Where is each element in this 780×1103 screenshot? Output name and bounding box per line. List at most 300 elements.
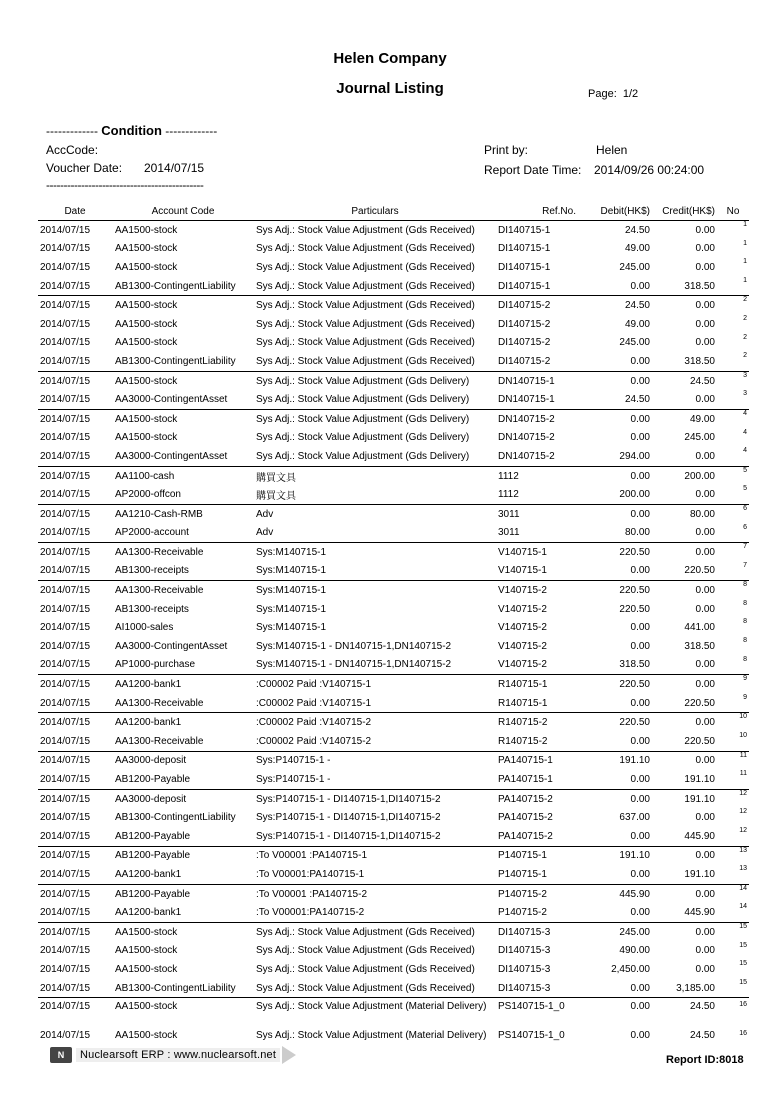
table-row: [38, 694, 749, 713]
table-row: [38, 371, 749, 390]
table-row: [38, 884, 749, 903]
particulars-cell: Sys Adj.: Stock Value Adjustment (Gds Received): [256, 945, 475, 957]
page-label: Page:: [588, 88, 617, 100]
credit-cell: 0.00: [652, 296, 717, 315]
page-value: 1/2: [622, 88, 639, 100]
credit-cell: 318.50: [684, 280, 715, 292]
report-title: Journal Listing: [336, 80, 444, 97]
particulars-cell: :To V00001 :PA140715-1: [254, 846, 496, 865]
particulars-cell: :C00002 Paid :V140715-2: [256, 735, 372, 747]
no-cell: 1: [743, 258, 747, 266]
ref-no-cell: P140715-1: [496, 846, 578, 865]
report-id: Report ID:8018: [666, 1054, 744, 1066]
account-code-cell: AA1200-bank1: [112, 675, 254, 694]
debit-cell: 0.00: [630, 280, 650, 292]
particulars-cell: Sys Adj.: Stock Value Adjustment (Gds Delivery): [254, 409, 496, 428]
table-row: [38, 581, 749, 600]
account-code-cell: AB1300-receipts: [115, 603, 189, 615]
no-cell: 2: [717, 296, 749, 315]
account-code-cell: AA1100-cash: [112, 466, 254, 485]
debit-cell: 0.00: [578, 504, 652, 523]
ref-no-cell: 3011: [498, 527, 520, 539]
credit-cell: 24.50: [652, 998, 717, 1028]
account-code-cell: AP2000-offcon: [115, 489, 181, 501]
print-by-value: Helen: [596, 143, 628, 157]
account-code-cell: AA1500-stock: [115, 432, 178, 444]
ref-no-cell: DI140715-3: [498, 982, 551, 994]
no-cell: 2: [743, 314, 747, 322]
ref-no-cell: V140715-2: [496, 581, 578, 600]
table-row: [38, 485, 749, 504]
account-code-cell: AA1500-stock: [112, 221, 254, 240]
date-cell: 2014/07/15: [40, 868, 91, 880]
account-code-cell: AA3000-ContingentAsset: [115, 394, 228, 406]
ref-no-cell: V140715-2: [498, 640, 547, 652]
table-row: [38, 562, 749, 581]
footer-logo: [50, 1046, 296, 1064]
debit-cell: 200.00: [619, 489, 650, 501]
debit-cell: 0.00: [630, 982, 650, 994]
particulars-cell: Sys:P140715-1 - DI140715-1,DI140715-2: [256, 812, 441, 824]
debit-cell: 191.10: [578, 846, 652, 865]
ref-no-cell: PA140715-2: [498, 830, 553, 842]
date-cell: 2014/07/15: [38, 371, 112, 390]
credit-cell: 0.00: [695, 337, 715, 349]
credit-cell: 191.10: [684, 868, 715, 880]
ref-no-cell: V140715-2: [498, 622, 547, 634]
header-col-no: No: [717, 203, 749, 221]
credit-cell: 0.00: [695, 603, 715, 615]
no-cell: 8: [743, 599, 747, 607]
date-cell: 2014/07/15: [40, 527, 91, 539]
no-cell: 6: [717, 504, 749, 523]
debit-cell: 0.00: [630, 697, 650, 709]
credit-cell: 318.50: [684, 640, 715, 652]
ref-no-cell: DI140715-1: [498, 243, 551, 255]
condition-heading-text: Condition: [101, 123, 162, 138]
ref-no-cell: PA140715-2: [496, 789, 578, 808]
account-code-cell: AA1500-stock: [115, 337, 178, 349]
table-row: [38, 827, 749, 846]
debit-cell: 0.00: [630, 565, 650, 577]
debit-cell: 49.00: [624, 243, 650, 255]
date-cell: 2014/07/15: [38, 296, 112, 315]
date-cell: 2014/07/15: [38, 713, 112, 732]
particulars-cell: Sys Adj.: Stock Value Adjustment (Material Delivery): [254, 998, 496, 1028]
credit-cell: 24.50: [689, 1030, 715, 1042]
particulars-cell: Sys Adj.: Stock Value Adjustment (Gds Received): [254, 296, 496, 315]
no-cell: 14: [739, 903, 747, 911]
table-row: [38, 315, 749, 334]
credit-cell: 220.50: [684, 565, 715, 577]
particulars-cell: Sys:M140715-1 - DN140715-1,DN140715-2: [256, 659, 452, 671]
table-row: [38, 258, 749, 277]
ref-no-cell: PS140715-1_0: [496, 998, 578, 1028]
account-code-cell: AB1300-ContingentLiability: [115, 982, 236, 994]
ref-no-cell: DI140715-1: [498, 261, 551, 273]
date-cell: 2014/07/15: [38, 504, 112, 523]
ref-no-cell: PA140715-1: [496, 751, 578, 770]
ref-no-cell: V140715-2: [498, 659, 547, 671]
date-cell: 2014/07/15: [40, 640, 91, 652]
table-row: [38, 998, 749, 1028]
no-cell: 10: [717, 713, 749, 732]
credit-cell: 0.00: [695, 489, 715, 501]
table-row: [38, 922, 749, 941]
header-col-credit: Credit(HK$): [652, 203, 717, 221]
debit-cell: 24.50: [578, 221, 652, 240]
credit-cell: 445.90: [684, 830, 715, 842]
debit-cell: 80.00: [624, 527, 650, 539]
account-code-cell: AB1200-Payable: [115, 830, 191, 842]
table-row: [38, 221, 749, 240]
date-cell: 2014/07/15: [40, 1030, 91, 1042]
header-col-date: Date: [38, 203, 112, 221]
account-code-cell: AA1300-Receivable: [115, 735, 204, 747]
particulars-cell: Sys:M140715-1: [254, 543, 496, 562]
date-cell: 2014/07/15: [40, 963, 91, 975]
debit-cell: 2,450.00: [611, 963, 650, 975]
particulars-cell: Sys:M140715-1: [256, 622, 327, 634]
particulars-cell: 購買文具: [254, 466, 496, 485]
particulars-cell: Adv: [254, 504, 496, 523]
particulars-cell: :C00002 Paid :V140715-1: [254, 675, 496, 694]
account-code-cell: AA3000-ContingentAsset: [115, 640, 228, 652]
no-cell: 12: [739, 827, 747, 834]
no-cell: 15: [739, 960, 747, 968]
debit-cell: 245.00: [578, 922, 652, 941]
date-cell: 2014/07/15: [38, 409, 112, 428]
debit-cell: 220.50: [578, 543, 652, 562]
debit-cell: 220.50: [578, 675, 652, 694]
table-row: [38, 543, 749, 562]
particulars-cell: Sys Adj.: Stock Value Adjustment (Gds Received): [256, 261, 475, 273]
arrow-icon: [282, 1046, 296, 1064]
no-cell: 11: [739, 770, 747, 778]
report-time-value: 2014/09/26 00:24:00: [594, 163, 705, 177]
table-row: [38, 808, 749, 827]
credit-cell: 0.00: [695, 945, 715, 957]
account-code-cell: AA1500-stock: [112, 922, 254, 941]
debit-cell: 0.00: [630, 640, 650, 652]
debit-cell: 0.00: [630, 355, 650, 367]
particulars-cell: Sys Adj.: Stock Value Adjustment (Gds Received): [256, 337, 475, 349]
account-code-cell: AA1500-stock: [112, 371, 254, 390]
no-cell: 8: [743, 618, 747, 626]
particulars-cell: Sys Adj.: Stock Value Adjustment (Gds Received): [256, 982, 475, 994]
date-cell: 2014/07/15: [40, 394, 91, 406]
account-code-cell: AA1200-bank1: [115, 868, 182, 880]
debit-cell: 0.00: [578, 466, 652, 485]
table-row: [38, 770, 749, 789]
ref-no-cell: DN140715-2: [498, 432, 555, 444]
credit-cell: 220.50: [684, 735, 715, 747]
no-cell: 14: [717, 884, 749, 903]
particulars-cell: Sys:P140715-1 - DI140715-1,DI140715-2: [256, 830, 441, 842]
credit-cell: 0.00: [695, 527, 715, 539]
no-cell: 12: [717, 789, 749, 808]
header-col-debit: Debit(HK$): [578, 203, 652, 221]
date-cell: 2014/07/15: [40, 830, 91, 842]
particulars-cell: 購買文具: [256, 491, 296, 503]
particulars-cell: :C00002 Paid :V140715-2: [254, 713, 496, 732]
debit-cell: 490.00: [619, 945, 650, 957]
account-code-cell: AA1500-stock: [115, 261, 178, 273]
date-cell: 2014/07/15: [38, 751, 112, 770]
no-cell: 13: [717, 846, 749, 865]
debit-cell: 0.00: [578, 409, 652, 428]
table-row: [38, 732, 749, 751]
debit-cell: 0.00: [630, 907, 650, 919]
page-indicator: [588, 88, 638, 100]
ref-no-cell: DN140715-1: [498, 394, 555, 406]
condition-heading-suffix: -------------: [165, 124, 218, 138]
table-row: [38, 240, 749, 259]
ref-no-cell: DI140715-3: [498, 945, 551, 957]
particulars-cell: Sys Adj.: Stock Value Adjustment (Gds Received): [256, 243, 475, 255]
debit-cell: 245.00: [619, 337, 650, 349]
no-cell: 5: [743, 485, 747, 493]
date-cell: 2014/07/15: [40, 697, 91, 709]
acccode-label: AccCode:: [46, 143, 99, 157]
debit-cell: 294.00: [619, 450, 650, 462]
account-code-cell: AA1500-stock: [112, 998, 254, 1028]
date-cell: 2014/07/15: [40, 489, 91, 501]
credit-cell: 0.00: [652, 846, 717, 865]
ref-no-cell: P140715-1: [498, 868, 547, 880]
no-cell: 15: [739, 978, 747, 986]
ref-no-cell: PA140715-2: [498, 812, 553, 824]
logo-icon: N: [50, 1047, 72, 1063]
particulars-cell: Sys Adj.: Stock Value Adjustment (Gds Delivery): [256, 450, 470, 462]
account-code-cell: AB1200-Payable: [115, 774, 191, 786]
ref-no-cell: DI140715-2: [498, 318, 551, 330]
debit-cell: 24.50: [624, 394, 650, 406]
date-cell: 2014/07/15: [40, 945, 91, 957]
table-row: [38, 409, 749, 428]
debit-cell: 0.00: [630, 1030, 650, 1042]
ref-no-cell: DN140715-2: [496, 409, 578, 428]
company-name: Helen Company: [333, 50, 447, 67]
account-code-cell: AB1300-ContingentLiability: [115, 355, 236, 367]
ref-no-cell: 1112: [496, 466, 578, 485]
account-code-cell: AA1300-Receivable: [112, 581, 254, 600]
debit-cell: 318.50: [619, 659, 650, 671]
credit-cell: 445.90: [684, 907, 715, 919]
account-code-cell: AB1200-Payable: [112, 846, 254, 865]
no-cell: 16: [717, 998, 749, 1028]
date-cell: 2014/07/15: [40, 243, 91, 255]
account-code-cell: AA1210-Cash-RMB: [112, 504, 254, 523]
table-row: [38, 942, 749, 961]
date-cell: 2014/07/15: [40, 450, 91, 462]
no-cell: 4: [743, 447, 747, 455]
particulars-cell: Sys Adj.: Stock Value Adjustment (Gds Received): [256, 318, 475, 330]
no-cell: 2: [743, 352, 747, 360]
date-cell: 2014/07/15: [38, 884, 112, 903]
particulars-cell: Sys Adj.: Stock Value Adjustment (Material Delivery): [256, 1030, 487, 1042]
table-row: [38, 846, 749, 865]
credit-cell: 200.00: [652, 466, 717, 485]
account-code-cell: AA3000-deposit: [112, 789, 254, 808]
debit-cell: 0.00: [630, 622, 650, 634]
condition-heading: [46, 123, 217, 138]
header-col-account-code: Account Code: [112, 203, 254, 221]
ref-no-cell: DI140715-2: [498, 355, 551, 367]
account-code-cell: AA1300-Receivable: [115, 697, 204, 709]
no-cell: 11: [717, 751, 749, 770]
header-col-ref-no: Ref.No.: [496, 203, 578, 221]
table-row: [38, 979, 749, 998]
no-cell: 1: [743, 276, 747, 284]
credit-cell: 0.00: [652, 922, 717, 941]
particulars-cell: Sys:M140715-1: [256, 603, 327, 615]
table-header-row: [38, 203, 749, 221]
credit-cell: 0.00: [695, 450, 715, 462]
credit-cell: 3,185.00: [676, 982, 715, 994]
date-cell: 2014/07/15: [40, 812, 91, 824]
ref-no-cell: V140715-1: [498, 565, 547, 577]
table-row: [38, 713, 749, 732]
credit-cell: 0.00: [695, 318, 715, 330]
particulars-cell: :C00002 Paid :V140715-1: [256, 697, 372, 709]
particulars-cell: Sys Adj.: Stock Value Adjustment (Gds Received): [256, 280, 475, 292]
ref-no-cell: DI140715-1: [498, 280, 551, 292]
ref-no-cell: DN140715-1: [496, 371, 578, 390]
table-row: [38, 504, 749, 523]
credit-cell: 0.00: [695, 261, 715, 273]
debit-cell: 0.00: [630, 774, 650, 786]
report-time-label: Report Date Time:: [484, 163, 582, 177]
table-row: [38, 466, 749, 485]
credit-cell: 0.00: [695, 659, 715, 671]
debit-cell: 24.50: [578, 296, 652, 315]
particulars-cell: Sys Adj.: Stock Value Adjustment (Gds Delivery): [256, 394, 470, 406]
credit-cell: 0.00: [652, 543, 717, 562]
particulars-cell: Sys Adj.: Stock Value Adjustment (Gds Received): [254, 221, 496, 240]
no-cell: 9: [717, 675, 749, 694]
date-cell: 2014/07/15: [40, 622, 91, 634]
date-cell: 2014/07/15: [40, 432, 91, 444]
no-cell: 8: [743, 637, 747, 645]
date-cell: 2014/07/15: [40, 280, 91, 292]
debit-cell: 0.00: [578, 371, 652, 390]
header-col-particulars: Particulars: [254, 203, 496, 221]
condition-divider: ---------------------------------------------: [46, 178, 204, 192]
no-cell: 15: [717, 922, 749, 941]
table-row: [38, 751, 749, 770]
logo-text: Nuclearsoft ERP : www.nuclearsoft.net: [76, 1048, 280, 1062]
condition-heading-prefix: -------------: [46, 124, 98, 138]
table-row: [38, 675, 749, 694]
account-code-cell: AA1500-stock: [112, 409, 254, 428]
date-cell: 2014/07/15: [40, 982, 91, 994]
print-by-label: Print by:: [484, 143, 529, 157]
account-code-cell: AA1200-bank1: [115, 907, 182, 919]
voucher-date-value: 2014/07/15: [144, 161, 205, 175]
credit-cell: 24.50: [652, 371, 717, 390]
credit-cell: 0.00: [652, 581, 717, 600]
credit-cell: 0.00: [695, 394, 715, 406]
table-row: [38, 600, 749, 619]
table-row: [38, 865, 749, 884]
no-cell: 6: [743, 523, 747, 531]
debit-cell: 245.00: [619, 261, 650, 273]
no-cell: 4: [743, 428, 747, 436]
debit-cell: 637.00: [619, 812, 650, 824]
account-code-cell: AP2000-account: [115, 527, 189, 539]
ref-no-cell: DI140715-1: [496, 221, 578, 240]
particulars-cell: Sys Adj.: Stock Value Adjustment (Gds Received): [256, 355, 475, 367]
no-cell: 2: [743, 333, 747, 341]
account-code-cell: AA1500-stock: [115, 243, 178, 255]
credit-cell: 220.50: [684, 697, 715, 709]
no-cell: 8: [717, 581, 749, 600]
date-cell: 2014/07/15: [38, 846, 112, 865]
debit-cell: 0.00: [630, 735, 650, 747]
ref-no-cell: 3011: [496, 504, 578, 523]
particulars-cell: Adv: [256, 527, 274, 539]
debit-cell: 220.50: [578, 581, 652, 600]
account-code-cell: AB1300-ContingentLiability: [115, 280, 236, 292]
table-row: [38, 296, 749, 315]
debit-cell: 49.00: [624, 318, 650, 330]
particulars-cell: :To V00001:PA140715-1: [256, 868, 365, 880]
account-code-cell: AB1300-receipts: [115, 565, 189, 577]
particulars-cell: Sys Adj.: Stock Value Adjustment (Gds Delivery): [254, 371, 496, 390]
account-code-cell: AA1300-Receivable: [112, 543, 254, 562]
date-cell: 2014/07/15: [38, 466, 112, 485]
no-cell: 16: [739, 1030, 747, 1038]
credit-cell: 0.00: [652, 751, 717, 770]
ref-no-cell: R140715-2: [498, 735, 548, 747]
no-cell: 5: [717, 466, 749, 485]
date-cell: 2014/07/15: [40, 337, 91, 349]
credit-cell: 80.00: [652, 504, 717, 523]
ref-no-cell: DN140715-2: [498, 450, 555, 462]
debit-cell: 0.00: [578, 789, 652, 808]
date-cell: 2014/07/15: [38, 221, 112, 240]
ref-no-cell: DI140715-2: [498, 337, 551, 349]
particulars-cell: Sys:P140715-1 -: [254, 751, 496, 770]
no-cell: 1: [743, 239, 747, 247]
table-row: [38, 637, 749, 656]
particulars-cell: Sys:M140715-1: [254, 581, 496, 600]
no-cell: 15: [739, 941, 747, 949]
table-row: [38, 656, 749, 675]
date-cell: 2014/07/15: [40, 565, 91, 577]
date-cell: 2014/07/15: [38, 789, 112, 808]
table-row: [38, 524, 749, 543]
ref-no-cell: P140715-2: [498, 907, 547, 919]
table-row: [38, 903, 749, 922]
credit-cell: 0.00: [695, 963, 715, 975]
no-cell: 7: [743, 561, 747, 569]
table-row: [38, 447, 749, 466]
account-code-cell: AI1000-sales: [115, 622, 174, 634]
table-row: [38, 352, 749, 371]
particulars-cell: Sys Adj.: Stock Value Adjustment (Gds Received): [256, 963, 475, 975]
no-cell: 1: [717, 221, 749, 240]
credit-cell: 0.00: [652, 675, 717, 694]
credit-cell: 49.00: [652, 409, 717, 428]
account-code-cell: AB1300-ContingentLiability: [115, 812, 236, 824]
ref-no-cell: R140715-2: [496, 713, 578, 732]
debit-cell: 0.00: [630, 868, 650, 880]
ref-no-cell: DI140715-3: [498, 963, 551, 975]
credit-cell: 191.10: [652, 789, 717, 808]
date-cell: 2014/07/15: [40, 355, 91, 367]
